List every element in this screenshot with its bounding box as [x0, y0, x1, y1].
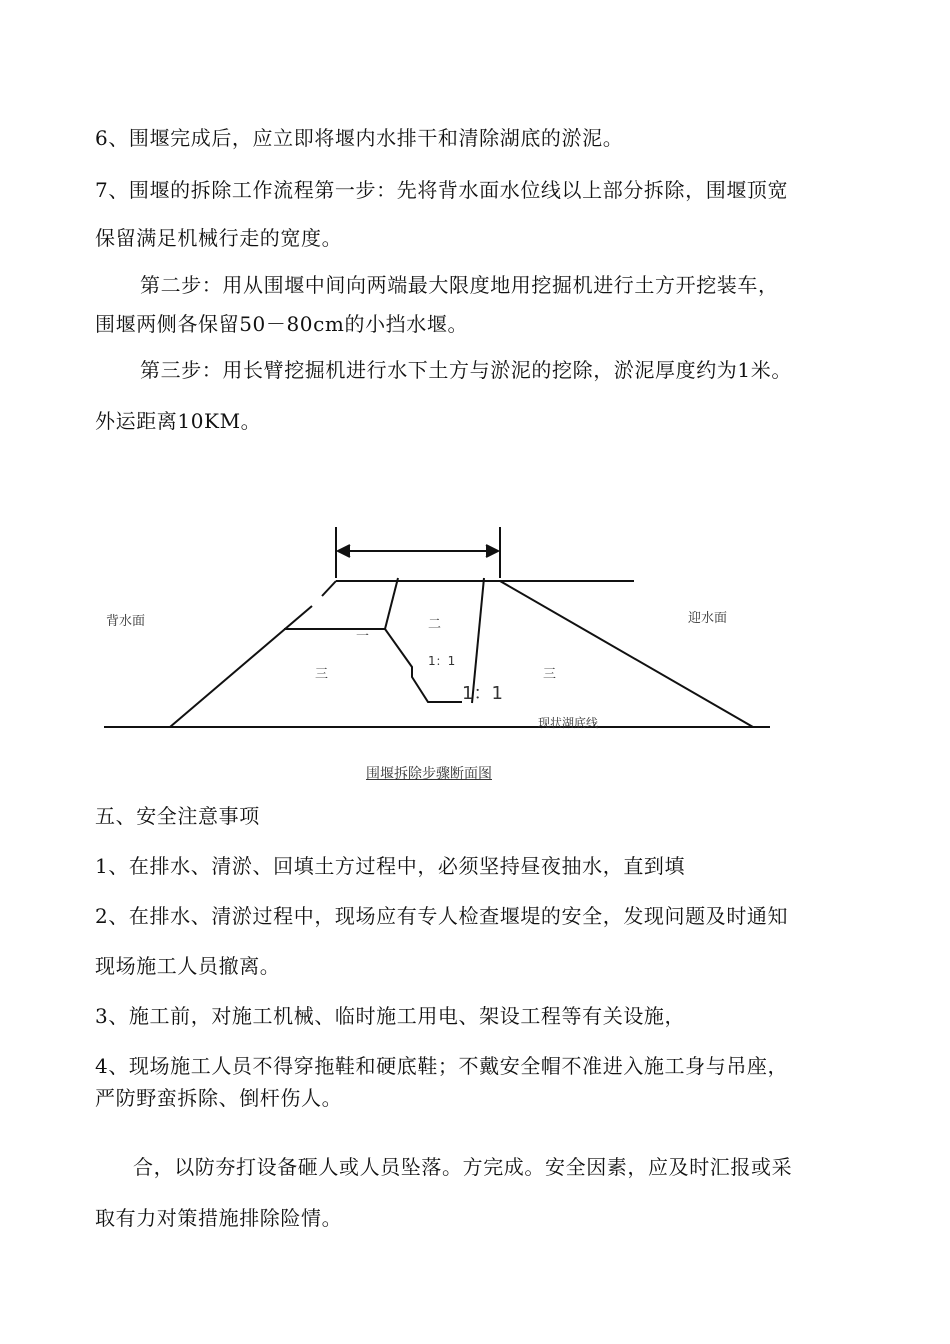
back-slope-upper — [322, 581, 336, 596]
cofferdam-section-diagram — [0, 500, 950, 740]
safety-item-3: 3、施工前，对施工机械、临时施工用电、架设工程等有关设施， — [95, 1004, 686, 1028]
dim-arrowhead-right — [486, 545, 498, 557]
paragraph-6: 6、围堰完成后，应立即将堰内水排干和清除湖底的淤泥。 — [95, 126, 624, 150]
safety-item-4-cont: 严防野蛮拆除、倒杆伤人。 — [95, 1086, 343, 1110]
label-lake-bed: 现状湖底线 — [538, 716, 599, 730]
label-front-face: 迎水面 — [688, 611, 728, 626]
paragraph-7-cont: 保留满足机械行走的宽度。 — [95, 226, 343, 250]
step1-left-edge — [385, 578, 398, 629]
dim-arrowhead-left — [338, 545, 350, 557]
section-5-heading: 五、安全注意事项 — [95, 804, 260, 828]
step-two: 第二步：用从围堰中间向两端最大限度地用挖掘机进行土方开挖装车， — [140, 273, 779, 297]
step-three: 第三步：用长臂挖掘机进行水下土方与淤泥的挖除，淤泥厚度约为1米。 — [140, 358, 792, 382]
paragraph-7: 7、围堰的拆除工作流程第一步：先将背水面水位线以上部分拆除，围堰顶宽 — [95, 178, 789, 202]
label-slope-large: 1：1 — [462, 683, 503, 704]
safety-item-2-cont: 现场施工人员撤离。 — [95, 954, 281, 978]
step-two-cont: 围堰两侧各保留50－80cm的小挡水堰。 — [95, 312, 469, 336]
continuation-line-2: 取有力对策措施排除险情。 — [95, 1206, 343, 1230]
continuation-line-1: 合，以防夯打设备砸人或人员坠落。方完成。安全因素，应及时汇报或采 — [133, 1155, 793, 1179]
label-step-three-left: 三 — [315, 667, 329, 682]
safety-item-1: 1、在排水、清淤、回填土方过程中，必须坚持昼夜抽水，直到填 — [95, 854, 686, 878]
label-step-one: 一 — [356, 629, 370, 644]
safety-item-4: 4、现场施工人员不得穿拖鞋和硬底鞋；不戴安全帽不准进入施工身与吊座， — [95, 1054, 789, 1078]
front-slope — [500, 581, 753, 727]
safety-item-2: 2、在排水、清淤过程中，现场应有专人检查堰堤的安全，发现问题及时通知 — [95, 904, 789, 928]
label-step-two: 二 — [428, 617, 442, 632]
label-slope-small: 1：1 — [428, 654, 456, 668]
label-step-three-right: 三 — [543, 667, 557, 682]
step-three-cont: 外运距离10KM。 — [95, 409, 262, 433]
back-slope — [170, 606, 312, 727]
label-back-face: 背水面 — [106, 614, 146, 629]
diagram-caption: 围堰拆除步骤断面图 — [366, 766, 492, 782]
